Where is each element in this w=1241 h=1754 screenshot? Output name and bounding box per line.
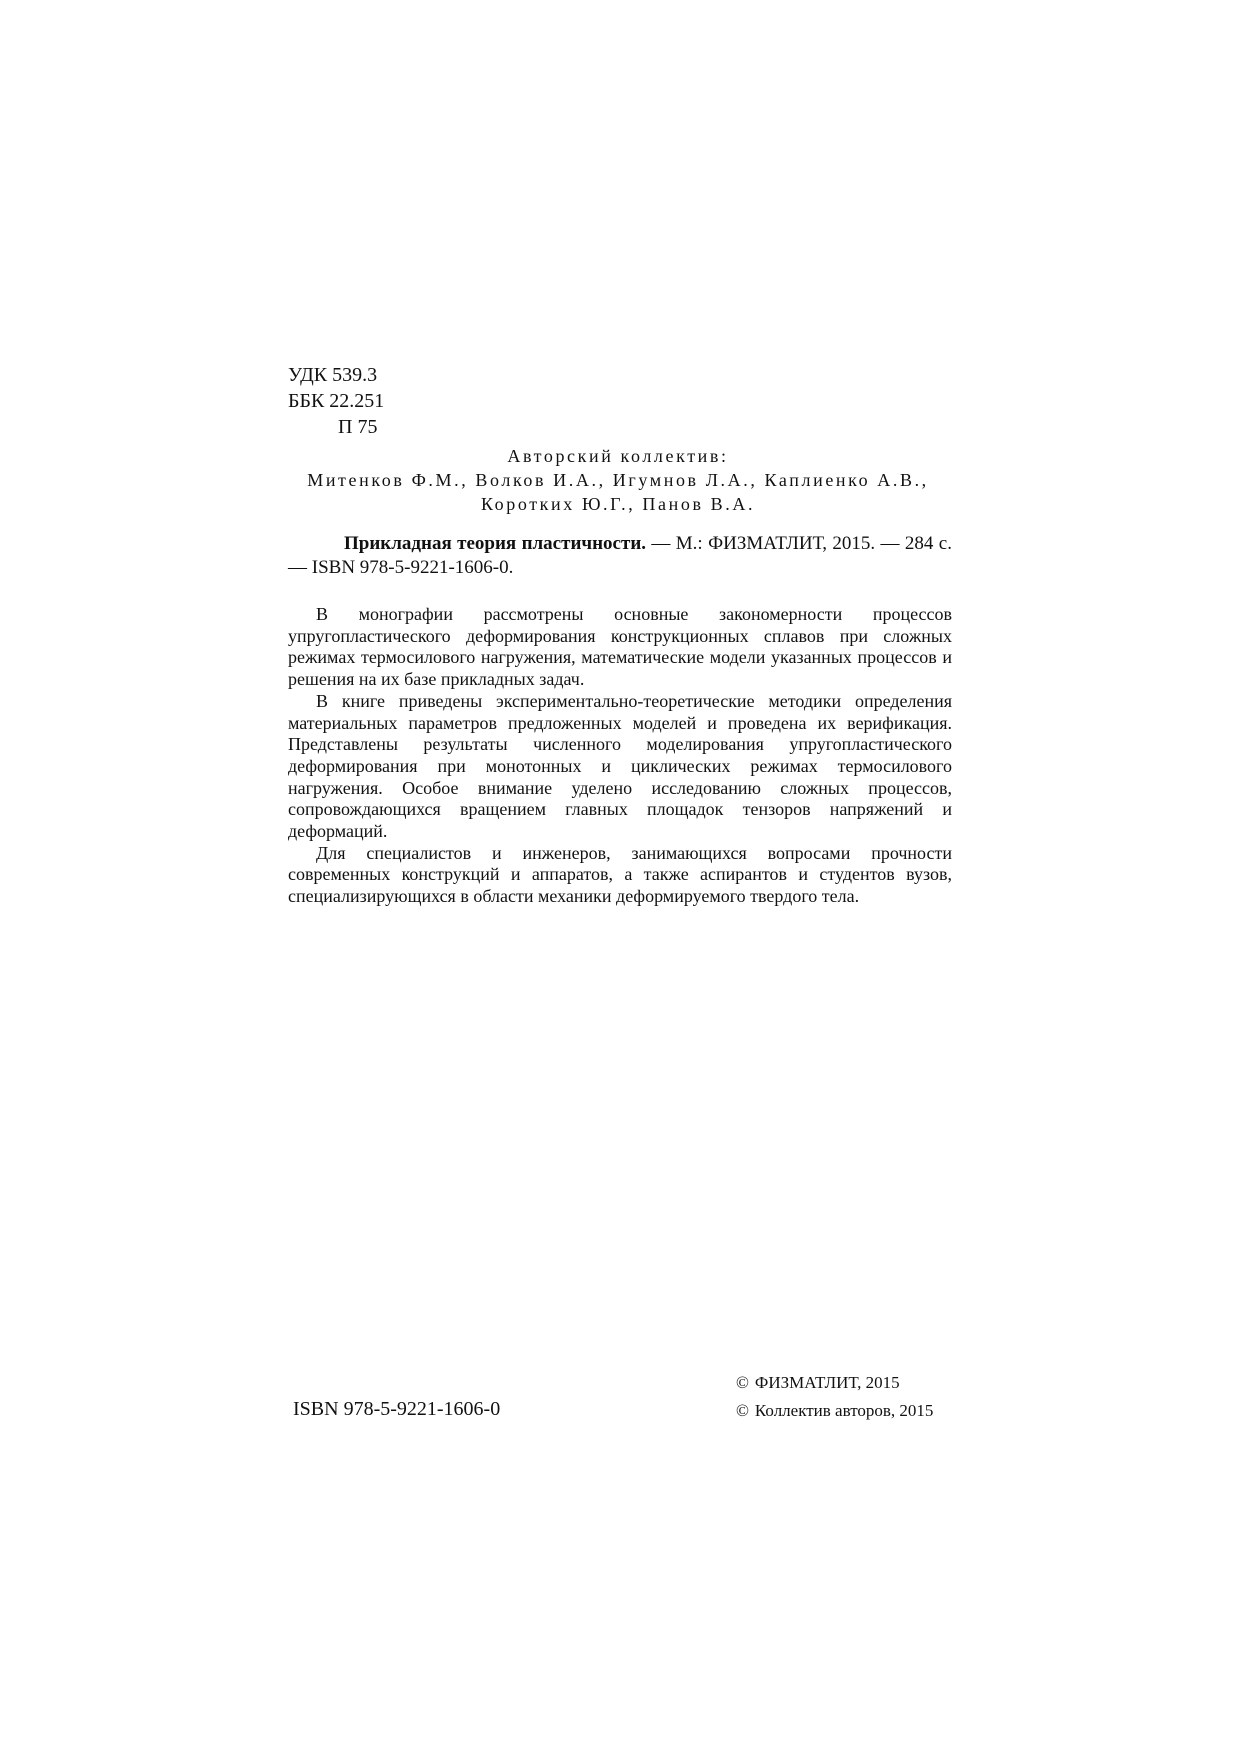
copyright-block bbox=[736, 1369, 933, 1425]
copyright-publisher-row bbox=[736, 1369, 933, 1397]
abstract-paragraph: Для специалистов и инженеров, занимающихся вопросами прочности современных конструкций и аппаратов, а также аспирантов и студентов вузов, специализирующихся в области механики деформируемого твердого тела. bbox=[288, 842, 952, 907]
abstract bbox=[288, 604, 952, 908]
bibliographic-record bbox=[288, 532, 952, 580]
bibliographic-details: — М.: ФИЗМАТЛИТ, 2015. — 284 с. — ISBN 978-5-9221-1606-0. bbox=[288, 533, 952, 578]
author-mark: П 75 bbox=[338, 416, 378, 438]
authors-block bbox=[286, 444, 950, 516]
abstract-paragraph: В книге приведены экспериментально-теоретические методики определения материальных параметров предложенных моделей и проведена их верификация. Представлены результаты численного моделирования упругопластического деформирования при монотонных и циклических режимах термосилового нагружения. Особое внимание уделено исследованию сложных процессов, сопровождающихся вращением главных площадок тензоров напряжений и деформаций. bbox=[288, 690, 952, 842]
authors-heading: Авторский коллектив: bbox=[507, 446, 729, 466]
authors-line-2: Коротких Ю.Г., Панов В.А. bbox=[480, 494, 756, 514]
book-title: Прикладная теория пластичности. bbox=[344, 533, 647, 554]
copyright-authors: Коллектив авторов, 2015 bbox=[754, 1401, 934, 1420]
copyright-authors-row bbox=[736, 1397, 933, 1425]
bbk-code: ББК 22.251 bbox=[288, 390, 385, 412]
isbn-footer: ISBN 978-5-9221-1606-0 bbox=[293, 1398, 501, 1420]
copyright-publisher: ФИЗМАТЛИТ, 2015 bbox=[754, 1373, 900, 1392]
udk-code: УДК 539.3 bbox=[288, 364, 378, 386]
authors-line-1: Митенков Ф.М., Волков И.А., Игумнов Л.А., Каплиенко А.В., bbox=[307, 470, 929, 490]
copyright-icon: © bbox=[736, 1373, 749, 1392]
copyright-icon: © bbox=[736, 1401, 749, 1420]
abstract-paragraph: В монографии рассмотрены основные закономерности процессов упругопластического деформирования конструкционных сплавов при сложных режимах термосилового нагружения, математические модели указанных процессов и решения на их базе прикладных задач. bbox=[288, 604, 952, 690]
classification-codes bbox=[288, 362, 384, 440]
